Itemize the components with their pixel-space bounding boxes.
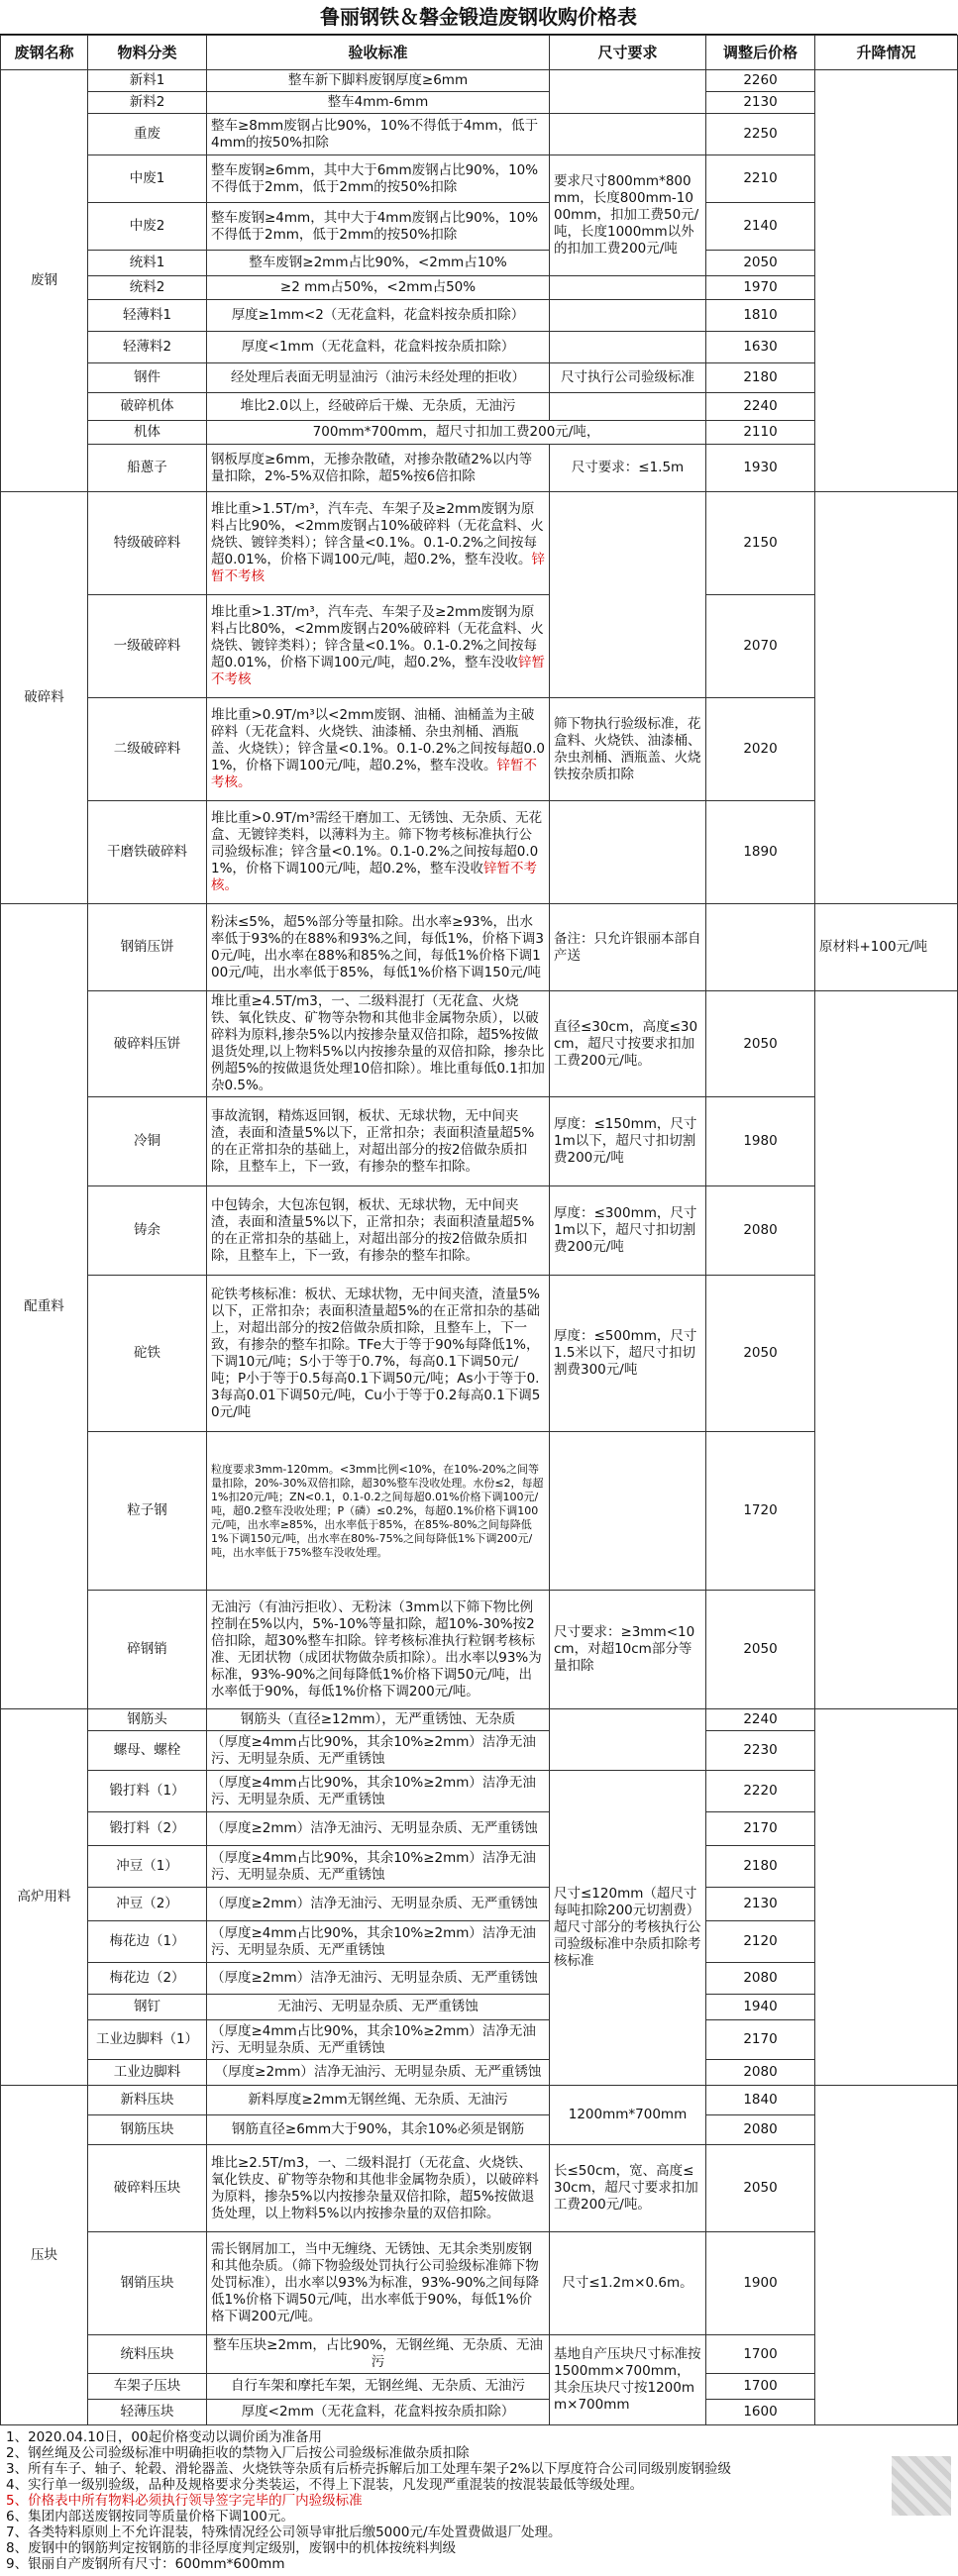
class-cell: 螺母、螺栓 xyxy=(88,1731,207,1771)
price-cell: 2240 xyxy=(706,1709,815,1731)
standard-cell: 整车废钢≥4mm，其中大于4mm废钢占比90%，10%不得低于2mm，低于2mm的按50%扣除 xyxy=(207,203,550,251)
class-cell: 轻薄压块 xyxy=(88,2400,207,2425)
price-cell: 1700 xyxy=(706,2335,815,2374)
price-cell: 2130 xyxy=(706,92,815,114)
header-cell: 尺寸要求 xyxy=(550,36,706,70)
price-cell: 1900 xyxy=(706,2232,815,2335)
standard-cell: 整车压块≥2mm，占比90%，无钢丝绳、无杂质、无油污 xyxy=(207,2335,550,2374)
standard-cell: 整车废钢≥2mm占比90%，<2mm占10% xyxy=(207,251,550,276)
standard-cell xyxy=(207,595,550,698)
standard-cell: 无油污（有油污拒收）、无粉沫（3mm以下筛下物比例控制在5%以内，5%-10%等量扣除，超10%-30%按2倍扣除，超30%整车扣除。锌考核标准执行粒钢考核标准、无团状物（成团状物做杂质扣除）。出水率以93%为标准，93%-90%之间每降低1%价格下调50元/吨，出水率低于90%，每低1%价格下调200元/吨。 xyxy=(207,1591,550,1709)
class-cell: 特级破碎料 xyxy=(88,492,207,595)
note-line: 4、实行单一级别验级，品种及规格要求分类装运，不得上下混装，凡发现严重混装的按混装最低等级处理。 xyxy=(6,2477,644,2493)
change-cell xyxy=(815,70,958,492)
zinc-note: 锌暂不考核 xyxy=(211,552,545,584)
price-cell: 1810 xyxy=(706,300,815,332)
standard-cell: 钢筋直径≥6mm大于90%，其余10%必须是钢筋 xyxy=(207,2115,550,2145)
table-row xyxy=(1,801,958,904)
page-title: 鲁丽钢铁＆磐金锻造废钢收购价格表 xyxy=(0,0,957,35)
price-cell: 2080 xyxy=(706,1963,815,1995)
table-row xyxy=(1,2335,958,2374)
standard-text: 堆比重>0.9T/m³以<2mm废钢、油桶、油桶盖为主破碎料（无花盒料、火烧铁、油漆桶、杂虫剂桶、酒瓶盖、火烧铁）；锌含量<0.1%。0.1-0.2%之间按每超0.01%，价格下调100元/吨，超0.2%，整车没收。 xyxy=(211,707,545,773)
price-cell: 1600 xyxy=(706,2400,815,2425)
table-row xyxy=(1,2086,958,2115)
change-cell xyxy=(815,991,958,1709)
table-row xyxy=(1,155,958,203)
class-cell: 工业边脚料（1） xyxy=(88,2020,207,2060)
table-row xyxy=(1,114,958,155)
class-cell: 破碎机体 xyxy=(88,393,207,421)
header-cell: 调整后价格 xyxy=(706,36,815,70)
table-row xyxy=(1,1591,958,1709)
table-row xyxy=(1,1432,958,1591)
standard-cell: （厚度≥4mm占比90%，其余10%≥2mm）洁净无油污、无明显杂质、无严重锈蚀 xyxy=(207,1731,550,1771)
class-cell: 冲豆（1） xyxy=(88,1846,207,1888)
standard-cell: （厚度≥2mm）洁净无油污、无明显杂质、无严重锈蚀 xyxy=(207,1888,550,1921)
table-row xyxy=(1,698,958,801)
standard-cell: 堆比2.0以上，经破碎后干燥、无杂质，无油污 xyxy=(207,393,550,421)
class-cell: 砣铁 xyxy=(88,1276,207,1432)
table-row xyxy=(1,2374,958,2400)
price-cell: 2180 xyxy=(706,1846,815,1888)
size-cell: 尺寸要求：≥3mm<10cm，对超10cm部分等量扣除 xyxy=(550,1591,706,1709)
standard-cell: 堆比≥2.5T/m3，一、二级料混打（无花盒、火烧铁、氧化铁皮、矿物等杂物和其他非金属物杂质），以破碎料为原料，掺杂5%以内按掺杂量双倍扣除，超5%按做退货处理，以上物料5%以内按掺杂量的双倍扣除。 xyxy=(207,2145,550,2232)
size-cell: 要求尺寸800mm*800mm，长度800mm-1000mm，扣加工费50元/吨，长度1000mm以外的扣加工费200元/吨 xyxy=(550,155,706,276)
table-row xyxy=(1,1097,958,1186)
standard-cell: 自行车架和摩托车架，无钢丝绳、无杂质、无油污 xyxy=(207,2374,550,2400)
price-cell: 2150 xyxy=(706,492,815,595)
class-cell: 钢销压块 xyxy=(88,2232,207,2335)
class-cell: 轻薄料1 xyxy=(88,300,207,332)
table-row xyxy=(1,421,958,445)
price-cell: 1700 xyxy=(706,2374,815,2400)
size-cell: 尺寸执行公司验级标准 xyxy=(550,363,706,393)
class-cell: 中废1 xyxy=(88,155,207,203)
class-cell: 钢钉 xyxy=(88,1995,207,2020)
table-row xyxy=(1,2115,958,2145)
size-cell: 备注：只允许银丽本部自产送 xyxy=(550,904,706,991)
zinc-note: 锌暂不考核 xyxy=(211,655,545,687)
size-cell: 尺寸≤120mm（超尺寸每吨扣除200元切割费）超尺寸部分的考核执行公司验级标准中杂质扣除考核标准 xyxy=(550,1771,706,2086)
standard-cell: 厚度<2mm（无花盒料，花盒料按杂质扣除） xyxy=(207,2400,550,2425)
table-row xyxy=(1,492,958,595)
price-cell: 2220 xyxy=(706,1771,815,1812)
size-cell: 1200mm*700mm xyxy=(550,2086,706,2145)
price-cell: 2080 xyxy=(706,2115,815,2145)
class-cell: 新料1 xyxy=(88,70,207,92)
price-cell: 1840 xyxy=(706,2086,815,2115)
standard-cell: 经处理后表面无明显油污（油污未经处理的拒收） xyxy=(207,363,550,393)
standard-cell: 厚度<1mm（无花盒料，花盒料按杂质扣除） xyxy=(207,332,550,363)
change-cell: 原材料+100元/吨 xyxy=(815,904,958,991)
size-cell: 尺寸要求：≤1.5m xyxy=(550,445,706,492)
class-cell: 统料2 xyxy=(88,276,207,300)
table-row xyxy=(1,2060,958,2086)
note-line: 7、各类特料原则上不允许混装，特殊情况经公司领导审批后缴5000元/车处置费做退厂处理。 xyxy=(6,2524,562,2540)
note-line: 1、2020.04.10日，00起价格变动以调价函为准备用 xyxy=(6,2429,323,2445)
zinc-note: 锌暂不考核。 xyxy=(211,861,538,893)
class-cell: 统料压块 xyxy=(88,2335,207,2374)
table-row xyxy=(1,1731,958,1771)
size-cell xyxy=(550,393,706,421)
price-cell: 2020 xyxy=(706,698,815,801)
standard-cell: （厚度≥2mm）洁净无油污、无明显杂质、无严重锈蚀 xyxy=(207,2060,550,2086)
table-row xyxy=(1,393,958,421)
table-row xyxy=(1,2232,958,2335)
class-cell: 机体 xyxy=(88,421,207,445)
standard-cell: 中包铸余，大包冻包钢，板状、无球状物，无中间夹渣，表面和渣量5%以下，正常扣杂；表面积渣量超5%的在正常扣杂的基础上，对超出部分的按2倍做杂质扣除，且整车上，下一致，有掺杂的整车扣除。 xyxy=(207,1186,550,1276)
size-cell xyxy=(550,332,706,363)
note-line: 6、集团内部送废钢按同等质量价格下调100元。 xyxy=(6,2509,294,2524)
size-cell: 厚度：≤300mm，尺寸1m以下，超尺寸扣切割费200元/吨 xyxy=(550,1186,706,1276)
class-cell: 锻打料（1） xyxy=(88,1771,207,1812)
price-cell: 2050 xyxy=(706,2145,815,2232)
class-cell: 新料压块 xyxy=(88,2086,207,2115)
standard-cell: 钢筋头（直径≥12mm），无严重锈蚀、无杂质 xyxy=(207,1709,550,1731)
table-row xyxy=(1,300,958,332)
price-cell: 1930 xyxy=(706,445,815,492)
table-row xyxy=(1,251,958,276)
table-row xyxy=(1,1276,958,1432)
note-line: 3、所有车子、轴子、轮毂、滑轮器盖、火烧铁等杂质有后桥壳拆解后加工处理车架子2%以下厚度符合公司同级别废钢验级 xyxy=(6,2461,732,2477)
price-cell: 2120 xyxy=(706,1921,815,1963)
price-cell: 1940 xyxy=(706,1995,815,2020)
class-cell: 重废 xyxy=(88,114,207,155)
price-cell: 2250 xyxy=(706,114,815,155)
standard-cell xyxy=(207,801,550,904)
standard-cell: （厚度≥4mm占比90%，其余10%≥2mm）洁净无油污、无明显杂质、无严重锈蚀 xyxy=(207,1846,550,1888)
table-row xyxy=(1,1709,958,1731)
size-cell: 厚度：≤150mm，尺寸1m以下，超尺寸扣切割费200元/吨 xyxy=(550,1097,706,1186)
class-cell: 工业边脚料 xyxy=(88,2060,207,2086)
standard-cell: 粒度要求3mm-120mm。<3mm比例<10%，在10%-20%之间等量扣除，20%-30%双倍扣除，超30%整车没收处理。水份≤2，每超1%扣20元/吨；ZN<0.1，0.1-0.2之间每超0.01%价格下调100元/吨，超0.2整车没收处理；P（磷）≤0.2%，每超0.1%价格下调100元/吨，出水率≥85%，出水率低于85%，在85%-80%之间每降低1%下调150元/吨，出水率在80%-75%之间每降低1%下调200元/吨，出水率低于75%整车没收处理。 xyxy=(207,1432,550,1591)
price-cell: 1980 xyxy=(706,1097,815,1186)
change-cell xyxy=(815,492,958,904)
mosaic-watermark xyxy=(892,2456,951,2516)
notes-section xyxy=(0,2425,957,2576)
standard-cell: 整车4mm-6mm xyxy=(207,92,550,114)
note-line: 2、钢丝绳及公司验级标准中明确拒收的禁物入厂后按公司验级标准做杂质扣除 xyxy=(6,2445,470,2461)
table-row xyxy=(1,1186,958,1276)
price-cell: 2240 xyxy=(706,393,815,421)
standard-cell: 整车新下脚料废钢厚度≥6mm xyxy=(207,70,550,92)
header-cell: 物料分类 xyxy=(88,36,207,70)
standard-cell: 堆比重≥4.5T/m3，一、二级料混打（无花盒、火烧铁、氧化铁皮、矿物等杂物和其他非金属物杂质），以破碎料为原料,掺杂5%以内按掺杂量双倍扣除，超5%按做退货处理,以上物料5%以内按掺杂量的双倍扣除，掺杂比例超5%的按做退货处理10倍扣除）。堆比重每低0.1扣加杂0.5%。 xyxy=(207,991,550,1097)
size-cell: 筛下物执行验级标准，花盒料、火烧铁、油漆桶、杂虫剂桶、酒瓶盖、火烧铁按杂质扣除 xyxy=(550,698,706,801)
table-row xyxy=(1,2020,958,2060)
class-cell: 粒子钢 xyxy=(88,1432,207,1591)
size-cell xyxy=(550,70,706,114)
group-cell: 废钢 xyxy=(1,70,88,492)
zinc-note: 锌暂不考核。 xyxy=(211,758,538,790)
standard-cell xyxy=(207,492,550,595)
size-cell xyxy=(550,1432,706,1591)
table-row xyxy=(1,1888,958,1921)
group-cell: 破碎料 xyxy=(1,492,88,904)
standard-cell: 需长钢屑加工，当中无缠绕、无锈蚀、无其余类别废钢和其他杂质。（筛下物验级处罚执行公司验级标准筛下物处罚标准），出水率以93%为标准，93%-90%之间每降低1%价格下调50元/吨，出水率低于90%，每低1%价格下调200元/吨。 xyxy=(207,2232,550,2335)
price-cell xyxy=(706,904,815,991)
class-cell: 新料2 xyxy=(88,92,207,114)
standard-cell: 砣铁考核标准：板状、无球状物，无中间夹渣，渣量5%以下，正常扣杂；表面积渣量超5%的在正常扣杂的基础上，对超出部分的按2倍做杂质扣除，且整车上，下一致，有掺杂的整车扣除。TFe大于等于90%每降低1%，下调10元/吨；S小于等于0.7%，每高0.1下调50元/吨；P小于等于0.5每高0.1下调50元/吨；As小于等于0.3每高0.01下调50元/吨，Cu小于等于0.2每高0.1下调50元/吨 xyxy=(207,1276,550,1432)
standard-cell: 整车≥8mm废钢占比90%，10%不得低于4mm，低于4mm的按50%扣除 xyxy=(207,114,550,155)
standard-cell: （厚度≥2mm）洁净无油污、无明显杂质、无严重锈蚀 xyxy=(207,1963,550,1995)
change-cell xyxy=(815,2086,958,2425)
class-cell: 二级破碎料 xyxy=(88,698,207,801)
size-cell: 直径≤30cm，高度≤30cm，超尺寸按要求扣加工费200元/吨。 xyxy=(550,991,706,1097)
price-cell: 2130 xyxy=(706,1888,815,1921)
price-cell: 2110 xyxy=(706,421,815,445)
class-cell: 钢筋头 xyxy=(88,1709,207,1731)
size-cell xyxy=(550,300,706,332)
standard-cell: （厚度≥4mm占比90%，其余10%≥2mm）洁净无油污、无明显杂质、无严重锈蚀 xyxy=(207,1771,550,1812)
class-cell: 破碎料压饼 xyxy=(88,991,207,1097)
price-cell: 2050 xyxy=(706,1276,815,1432)
class-cell: 铸余 xyxy=(88,1186,207,1276)
table-row xyxy=(1,1812,958,1846)
standard-cell: 整车废钢≥6mm，其中大于6mm废钢占比90%，10%不得低于2mm，低于2mm的按50%扣除 xyxy=(207,155,550,203)
price-cell: 1970 xyxy=(706,276,815,300)
standard-cell: 钢板厚度≥6mm，无掺杂散碴，对掺杂散碴2%以内等量扣除，2%-5%双倍扣除，超5%按6倍扣除 xyxy=(207,445,550,492)
price-cell: 2050 xyxy=(706,1591,815,1709)
size-cell xyxy=(550,276,706,300)
standard-text: 堆比重>0.9T/m³需经干磨加工、无锈蚀、无杂质、无花盒、无镀锌类料，以薄料为主。筛下物考核标准执行公司验级标准；锌含量<0.1%。0.1-0.2%之间按每超0.01%，价格下调100元/吨，超0.2%，整车没收 xyxy=(211,810,543,876)
standard-cell: 700mm*700mm，超尺寸扣加工费200元/吨， xyxy=(207,421,706,445)
table-row xyxy=(1,1771,958,1812)
note-line: 8、废钢中的钢筋判定按钢筋的非径厚度判定级别，废钢中的机体按统料判级 xyxy=(6,2540,457,2556)
table-row xyxy=(1,276,958,300)
note-line: 5、价格表中所有物料必须执行领导签字完毕的厂内验级标准 xyxy=(6,2493,363,2509)
standard-cell: （厚度≥4mm占比90%，其余10%≥2mm）洁净无油污、无明显杂质、无严重锈蚀 xyxy=(207,1921,550,1963)
standard-cell xyxy=(207,698,550,801)
price-cell: 1890 xyxy=(706,801,815,904)
group-cell: 压块 xyxy=(1,2086,88,2425)
price-table xyxy=(0,35,958,2425)
table-row xyxy=(1,904,958,991)
size-cell xyxy=(550,1709,706,1771)
price-cell: 2260 xyxy=(706,70,815,92)
class-cell: 钢件 xyxy=(88,363,207,393)
class-cell: 钢筋压块 xyxy=(88,2115,207,2145)
price-cell: 1720 xyxy=(706,1432,815,1591)
class-cell: 冷铜 xyxy=(88,1097,207,1186)
header-row xyxy=(1,36,958,70)
table-row xyxy=(1,1995,958,2020)
price-cell: 2180 xyxy=(706,363,815,393)
class-cell: 梅花边（1） xyxy=(88,1921,207,1963)
standard-cell: 粉沫≤5%，超5%部分等量扣除。出水率≥93%，出水率低于93%的在88%和93%之间，每低1%，价格下调30元/吨，出水率在88%和85%之间，每低1%价格下调100元/吨，出水率低于85%，每低1%价格下调150元/吨 xyxy=(207,904,550,991)
class-cell: 统料1 xyxy=(88,251,207,276)
table-row xyxy=(1,363,958,393)
standard-cell: 事故流钢，精炼返回钢，板状、无球状物，无中间夹渣，表面和渣量5%以下，正常扣杂；表面积渣量超5%的在正常扣杂的基础上，对超出部分的按2倍做杂质扣除，且整车上，下一致，有掺杂的整车扣除。 xyxy=(207,1097,550,1186)
price-cell: 2070 xyxy=(706,595,815,698)
price-cell: 2170 xyxy=(706,1812,815,1846)
group-cell: 高炉用料 xyxy=(1,1709,88,2086)
price-cell: 2170 xyxy=(706,2020,815,2060)
size-cell: 厚度：≤500mm，尺寸1.5米以下，超尺寸扣切割费300元/吨 xyxy=(550,1276,706,1432)
class-cell: 船蔥子 xyxy=(88,445,207,492)
price-cell: 2050 xyxy=(706,251,815,276)
size-cell: 长≤50cm，宽、高度≤30cm，超尺寸要求扣加工费200元/吨。 xyxy=(550,2145,706,2232)
price-cell: 2210 xyxy=(706,155,815,203)
header-cell: 升降情况 xyxy=(815,36,958,70)
price-cell: 2080 xyxy=(706,2060,815,2086)
table-row xyxy=(1,1963,958,1995)
standard-cell: 无油污、无明显杂质、无严重锈蚀 xyxy=(207,1995,550,2020)
standard-cell: 新料厚度≥2mm无钢丝绳、无杂质、无油污 xyxy=(207,2086,550,2115)
price-cell: 1630 xyxy=(706,332,815,363)
class-cell: 冲豆（2） xyxy=(88,1888,207,1921)
group-cell: 配重料 xyxy=(1,904,88,1709)
table-row xyxy=(1,332,958,363)
class-cell: 一级破碎料 xyxy=(88,595,207,698)
table-row xyxy=(1,1846,958,1888)
header-cell: 废钢名称 xyxy=(1,36,88,70)
standard-cell: （厚度≥4mm占比90%，其余10%≥2mm）洁净无油污、无明显杂质、无严重锈蚀 xyxy=(207,2020,550,2060)
table-row xyxy=(1,2145,958,2232)
table-row xyxy=(1,1921,958,1963)
note-line: 9、银丽自产废钢所有尺寸：600mm*600mm xyxy=(6,2556,285,2572)
table-row xyxy=(1,2400,958,2425)
table-row xyxy=(1,991,958,1097)
size-cell: 基地自产压块尺寸标准按1500mm×700mm，其余压块尺寸按1200mm×700mm xyxy=(550,2335,706,2425)
class-cell: 钢销压饼 xyxy=(88,904,207,991)
table-row xyxy=(1,92,958,114)
class-cell: 车架子压块 xyxy=(88,2374,207,2400)
size-cell: 尺寸≤1.2m×0.6m。 xyxy=(550,2232,706,2335)
class-cell: 梅花边（2） xyxy=(88,1963,207,1995)
size-cell xyxy=(550,492,706,698)
standard-text: 堆比重>1.3T/m³，汽车壳、车架子及≥2mm废钢为原料占比80%，<2mm废钢占20%破碎料（无花盒料、火烧铁、镀锌类料）；锌含量<0.1%。0.1-0.2%之间按每超0.01%，价格下调100元/吨，超0.2%，整车没收 xyxy=(211,604,544,670)
table-row xyxy=(1,70,958,92)
header-cell: 验收标准 xyxy=(207,36,550,70)
class-cell: 锻打料（2） xyxy=(88,1812,207,1846)
price-cell: 2050 xyxy=(706,991,815,1097)
standard-text: 堆比重>1.5T/m³，汽车壳、车架子及≥2mm废钢为原料占比90%，<2mm废钢占10%破碎料（无花盒料、火烧铁、镀锌类料）；锌含量<0.1%。0.1-0.2%之间按每超0.01%，价格下调100元/吨，超0.2%，整车没收。 xyxy=(211,501,544,567)
class-cell: 干磨铁破碎料 xyxy=(88,801,207,904)
class-cell: 轻薄料2 xyxy=(88,332,207,363)
class-cell: 破碎料压块 xyxy=(88,2145,207,2232)
table-row xyxy=(1,595,958,698)
table-row xyxy=(1,445,958,492)
change-cell xyxy=(815,1709,958,2086)
table-row xyxy=(1,203,958,251)
price-cell: 2230 xyxy=(706,1731,815,1771)
size-cell xyxy=(550,114,706,155)
standard-cell: （厚度≥2mm）洁净无油污、无明显杂质、无严重锈蚀 xyxy=(207,1812,550,1846)
price-cell: 2140 xyxy=(706,203,815,251)
class-cell: 中废2 xyxy=(88,203,207,251)
price-cell: 2080 xyxy=(706,1186,815,1276)
class-cell: 碎钢销 xyxy=(88,1591,207,1709)
standard-cell: ≥2 mm占50%，<2mm占50% xyxy=(207,276,550,300)
size-cell xyxy=(550,801,706,904)
standard-cell: 厚度≥1mm<2（无花盒料，花盒料按杂质扣除） xyxy=(207,300,550,332)
